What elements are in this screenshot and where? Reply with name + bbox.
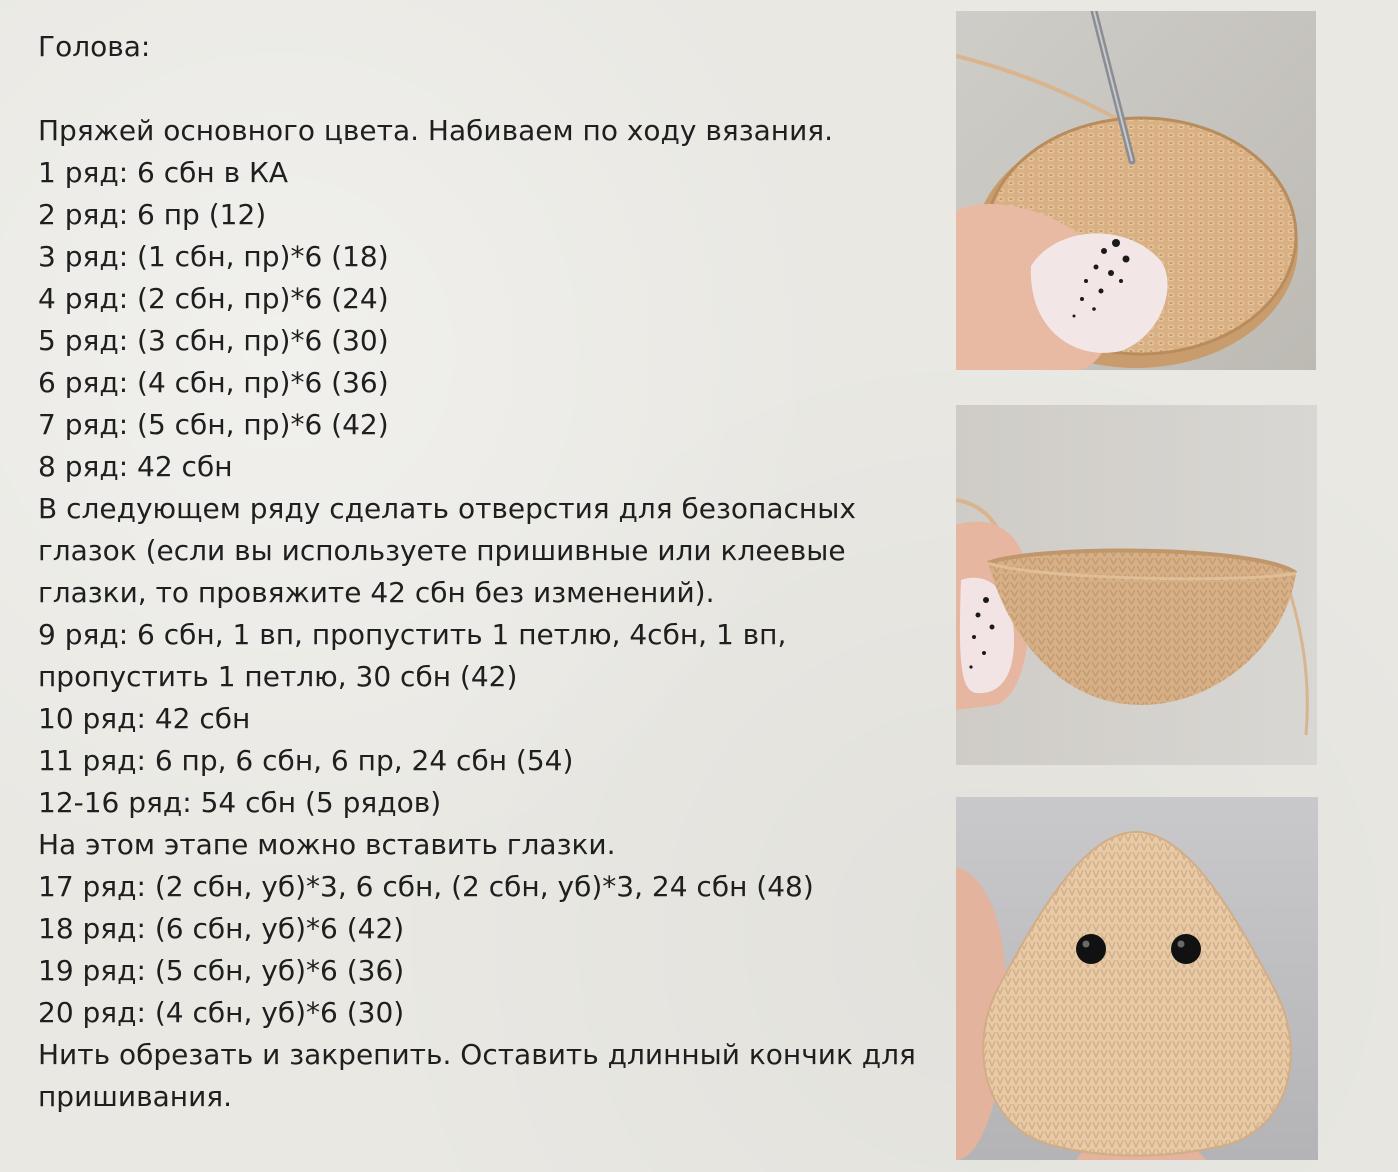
pattern-line: 11 ряд: 6 пр, 6 сбн, 6 пр, 24 сбн (54) xyxy=(38,744,574,777)
pattern-line: 5 ряд: (3 сбн, пр)*6 (30) xyxy=(38,324,389,357)
pattern-line: 9 ряд: 6 сбн, 1 вп, пропустить 1 петлю, 4сбн, 1 вп, xyxy=(38,618,787,651)
pattern-line: 18 ряд: (6 сбн, уб)*6 (42) xyxy=(38,912,405,945)
pattern-line: 3 ряд: (1 сбн, пр)*6 (18) xyxy=(38,240,389,273)
pattern-line: 8 ряд: 42 сбн xyxy=(38,450,233,483)
pattern-line: 19 ряд: (5 сбн, уб)*6 (36) xyxy=(38,954,405,987)
pattern-line: 12-16 ряд: 54 сбн (5 рядов) xyxy=(38,786,442,819)
photo-crochet-circle xyxy=(956,11,1316,370)
pattern-line: 20 ряд: (4 сбн, уб)*6 (30) xyxy=(38,996,405,1029)
pattern-line: В следующем ряду сделать отверстия для безопасных xyxy=(38,492,856,525)
pattern-line: глазок (если вы используете пришивные или клеевые xyxy=(38,534,846,567)
pattern-line: 17 ряд: (2 сбн, уб)*3, 6 сбн, (2 сбн, уб)*3, 24 сбн (48) xyxy=(38,870,814,903)
pattern-line: 6 ряд: (4 сбн, пр)*6 (36) xyxy=(38,366,389,399)
pattern-line: пропустить 1 петлю, 30 сбн (42) xyxy=(38,660,518,693)
pattern-text xyxy=(38,26,938,1118)
pattern-line: 4 ряд: (2 сбн, пр)*6 (24) xyxy=(38,282,389,315)
pattern-line: пришивания. xyxy=(38,1080,233,1113)
section-heading: Голова: xyxy=(38,30,151,63)
pattern-line: 7 ряд: (5 сбн, пр)*6 (42) xyxy=(38,408,389,441)
pattern-line: Пряжей основного цвета. Набиваем по ходу вязания. xyxy=(38,114,834,147)
photo-crochet-head xyxy=(956,797,1318,1160)
pattern-line: На этом этапе можно вставить глазки. xyxy=(38,828,616,861)
pattern-line: глазки, то провяжите 42 сбн без изменений). xyxy=(38,576,715,609)
pattern-line: 2 ряд: 6 пр (12) xyxy=(38,198,267,231)
pattern-line: 10 ряд: 42 сбн xyxy=(38,702,251,735)
pattern-line: 1 ряд: 6 сбн в КА xyxy=(38,156,289,189)
pattern-line: Нить обрезать и закрепить. Оставить длинный кончик для xyxy=(38,1038,916,1071)
photo-crochet-cup xyxy=(956,405,1317,765)
